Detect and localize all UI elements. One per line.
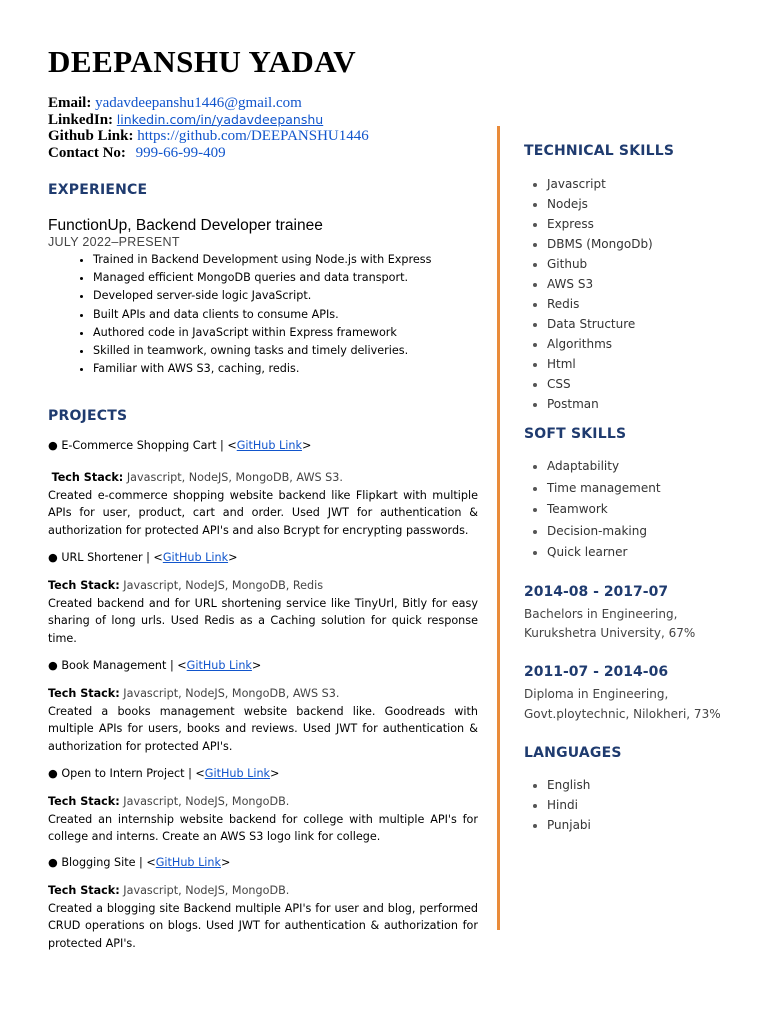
project-title-close: > (228, 551, 238, 564)
soft-skill-item: • Adaptability (547, 456, 661, 478)
project-blogging-site (48, 856, 478, 952)
skill-item: • Algorithms (547, 334, 653, 354)
soft-skill-item: • Decision-making (547, 521, 661, 543)
project-description: Created an internship website backend for college with multiple API's for college and interns. Create an AWS S3 logo link for college. (48, 812, 478, 843)
languages-heading: LANGUAGES (524, 745, 622, 761)
technical-skills-heading: TECHNICAL SKILLS (524, 143, 675, 159)
github-link-open-to-intern[interactable]: GitHub Link (204, 767, 271, 780)
job-title: FunctionUp, Backend Developer trainee (48, 217, 323, 234)
project-open-to-intern (48, 767, 478, 846)
experience-item: • Familiar with AWS S3, caching, redis. (93, 360, 431, 378)
github-link-blogging-site[interactable]: GitHub Link (155, 856, 221, 869)
experience-item: • Trained in Backend Development using Node.js with Express (93, 251, 431, 269)
skill-item: • AWS S3 (547, 274, 653, 294)
phone-label: Contact No: (48, 144, 126, 161)
linkedin-label: LinkedIn: (48, 111, 114, 128)
contact-block (48, 95, 369, 161)
project-title-close: > (251, 659, 262, 672)
education-dates: 2014-08 - 2017-07 (524, 584, 669, 600)
tech-stack (48, 577, 478, 595)
project-title-close: > (301, 439, 312, 452)
tech-stack-label: Tech Stack: (48, 795, 120, 808)
skill-item: • Github (547, 254, 653, 274)
tech-stack-label: Tech Stack: (51, 471, 124, 484)
education-degree: Diploma in Engineering, (524, 687, 669, 701)
language-item: • Hindi (547, 795, 591, 815)
project-url-shortener (48, 551, 478, 647)
project-description: Created a books management website backend like. Goodreads with multiple APIs for users, books and reviews. Used JWT for authentication & authorization for protected API's. (48, 704, 478, 753)
tech-stack-value: Javascript, NodeJS, MongoDB, AWS S3. (119, 687, 340, 700)
resume-name: DEEPANSHU YADAV (48, 44, 357, 79)
soft-skill-item: • Time management (547, 478, 661, 500)
email-link[interactable]: yadavdeepanshu1446@gmail.com (95, 95, 302, 111)
column-divider (497, 126, 500, 930)
github-link-url-shortener[interactable]: GitHub Link (162, 551, 229, 564)
tech-stack (48, 882, 478, 900)
project-name: ● Open to Intern Project | < (48, 767, 205, 780)
project-name: ● E-Commerce Shopping Cart | < (48, 439, 237, 452)
soft-skill-item: • Teamwork (547, 499, 661, 521)
project-description: Created backend and for URL shortening service like TinyUrl, Bitly for easy sharing of long urls. Used Redis as a Caching solution for quick response time. (48, 596, 478, 645)
projects-heading: PROJECTS (48, 408, 128, 424)
tech-stack-label: Tech Stack: (48, 579, 120, 592)
email-row (48, 95, 369, 112)
skill-item: • Postman (547, 394, 653, 414)
project-book-management (48, 659, 478, 755)
soft-skills-heading: SOFT SKILLS (524, 426, 627, 442)
project-name: ● URL Shortener | < (48, 551, 163, 564)
github-row (48, 128, 369, 145)
project-title (48, 439, 478, 453)
skill-item: • Nodejs (547, 194, 653, 214)
project-title-close: > (270, 767, 280, 780)
experience-item: • Developed server-side logic JavaScript. (93, 287, 431, 305)
phone-row (48, 145, 369, 162)
experience-list (73, 251, 431, 378)
github-link-ecommerce[interactable]: GitHub Link (236, 439, 302, 452)
education-institution: Kurukshetra University, 67% (524, 626, 696, 640)
email-label: Email: (48, 95, 92, 111)
phone-number[interactable]: 999-66-99-409 (135, 144, 226, 161)
experience-item: • Managed efficient MongoDB queries and data transport. (93, 269, 431, 287)
tech-stack (48, 793, 478, 811)
experience-item: • Built APIs and data clients to consume APIs. (93, 306, 431, 324)
project-name: ● Book Management | < (48, 659, 187, 672)
tech-stack-value: Javascript, NodeJS, MongoDB. (119, 884, 290, 897)
project-title (48, 659, 478, 673)
linkedin-link[interactable]: linkedin.com/in/yadavdeepanshu (116, 111, 324, 127)
skill-item: • Javascript (547, 174, 653, 194)
education-institution: Govt.ploytechnic, Nilokheri, 73% (524, 707, 721, 721)
tech-stack-value: Javascript, NodeJS, MongoDB. (119, 795, 290, 808)
tech-stack (48, 469, 478, 487)
education-dates: 2011-07 - 2014-06 (524, 664, 669, 680)
soft-skill-item: • Quick learner (547, 542, 661, 564)
skill-item: • Html (547, 354, 653, 374)
soft-skills-list (524, 456, 661, 564)
linkedin-row (48, 112, 369, 129)
project-ecommerce (48, 439, 478, 539)
github-link[interactable]: https://github.com/DEEPANSHU1446 (137, 128, 369, 144)
project-description: Created a blogging site Backend multiple API's for user and blog, performed CRUD operations on blogs. Used JWT for authentication & authorization for protected API's. (48, 901, 478, 950)
project-name: ● Blogging Site | < (48, 856, 156, 869)
tech-stack-value: Javascript, NodeJS, MongoDB, Redis (119, 579, 324, 592)
project-title (48, 856, 478, 870)
github-label: Github Link: (48, 128, 134, 144)
experience-item: • Skilled in teamwork, owning tasks and timely deliveries. (93, 342, 431, 360)
experience-item: • Authored code in JavaScript within Express framework (93, 324, 431, 342)
languages-list (524, 775, 591, 835)
project-title-close: > (221, 856, 231, 869)
tech-stack (48, 685, 478, 703)
tech-stack-value: Javascript, NodeJS, MongoDB, AWS S3. (123, 471, 343, 484)
skill-item: • Redis (547, 294, 653, 314)
skill-item: • DBMS (MongoDb) (547, 234, 653, 254)
skill-item: • CSS (547, 374, 653, 394)
technical-skills-list (524, 174, 653, 414)
language-item: • English (547, 775, 591, 795)
project-description: Created e-commerce shopping website backend like Flipkart with multiple APIs for user, product, cart and order. Used JWT for authentication & authorization for protected API's and also Bcrypt for encrypting passwords. (48, 488, 478, 537)
skill-item: • Express (547, 214, 653, 234)
github-link-book-management[interactable]: GitHub Link (186, 659, 252, 672)
skill-item: • Data Structure (547, 314, 653, 334)
experience-heading: EXPERIENCE (48, 182, 148, 198)
tech-stack-label: Tech Stack: (48, 687, 120, 700)
job-date: JULY 2022–PRESENT (48, 235, 180, 249)
tech-stack-label: Tech Stack: (48, 884, 120, 897)
project-title (48, 767, 478, 781)
language-item: • Punjabi (547, 815, 591, 835)
education-degree: Bachelors in Engineering, (524, 607, 678, 621)
project-title (48, 551, 478, 565)
